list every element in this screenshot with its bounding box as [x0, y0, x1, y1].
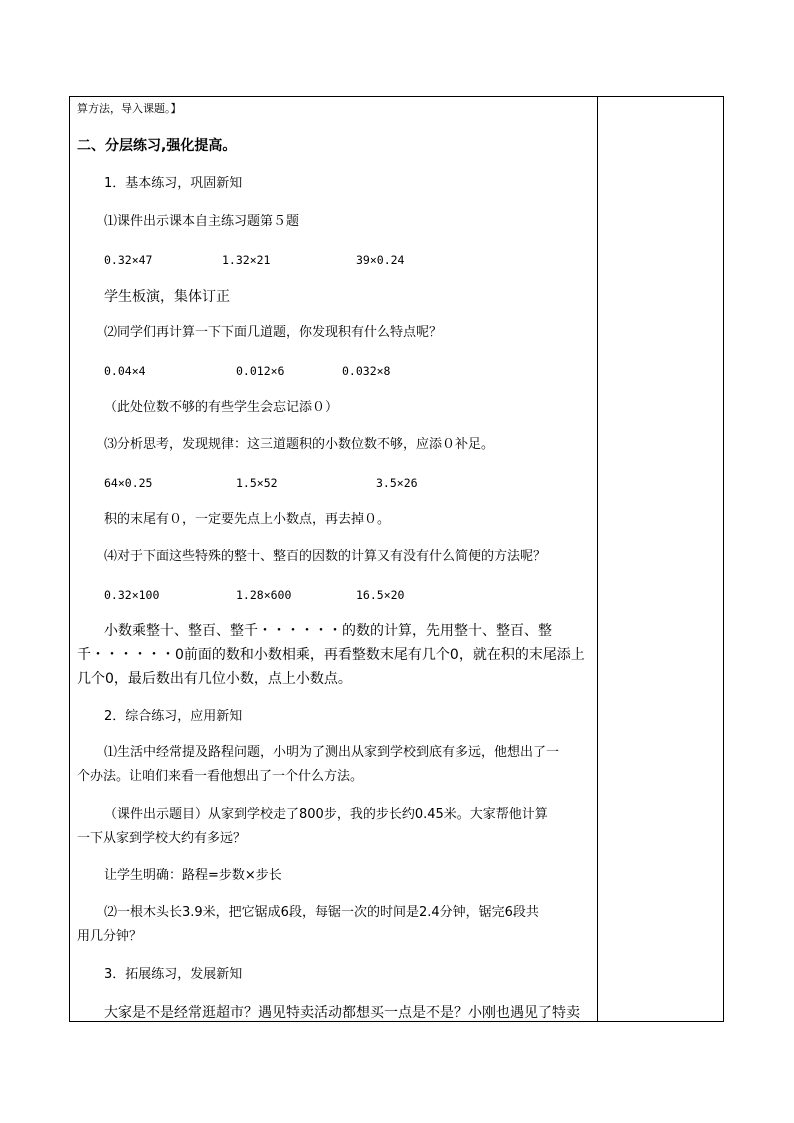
calc-item: 0.032×8: [342, 364, 391, 378]
calc-item: 0.04×4: [104, 364, 146, 378]
board-practice: 学生板演，集体订正: [104, 289, 230, 305]
paragraph-line: 大家是不是经常逛超市？遇见特卖活动都想买一点是不是？小刚也遇见了特卖: [104, 1005, 580, 1021]
calc-item: 0.32×47: [104, 253, 153, 267]
exercise-2: ⑵同学们再计算一下下面几道题，你发现积有什么特点呢？: [104, 325, 443, 340]
subsection-comprehensive: 2．综合练习，应用新知: [104, 709, 243, 724]
calc-item: 1.32×21: [222, 253, 271, 267]
paragraph-line: 一下从家到学校大约有多远？: [77, 831, 247, 846]
rule-line: 积的末尾有０，一定要先点上小数点，再去掉０。: [104, 512, 391, 527]
paragraph-line: ⑵一根木头长3.9米，把它锯成6段，每锯一次的时间是2.4分钟，锯完6段共: [104, 905, 539, 920]
subsection-extension: 3．拓展练习，发展新知: [104, 967, 243, 982]
note-line: （此处位数不够的有些学生会忘记添０）: [104, 400, 339, 415]
calc-item: 0.012×6: [236, 364, 285, 378]
calc-item: 39×0.24: [356, 253, 405, 267]
calc-item: 1.28×600: [236, 588, 292, 602]
paragraph-line: ⑴生活中经常提及路程问题，小明为了测出从家到学校到底有多远，他想出了一: [104, 745, 560, 760]
calc-item: 16.5×20: [356, 588, 405, 602]
lesson-table: [69, 96, 724, 1022]
calc-item: 1.5×52: [236, 476, 278, 490]
exercise-1: ⑴课件出示课本自主练习题第５题: [104, 214, 300, 229]
subsection-basic: 1．基本练习，巩固新知: [104, 176, 243, 191]
paragraph-line: 用几分钟？: [77, 929, 143, 944]
calc-item: 3.5×26: [376, 476, 418, 490]
exercise-3: ⑶分析思考，发现规律：这三道题积的小数位数不够，应添０补足。: [104, 437, 495, 452]
exercise-4: ⑷对于下面这些特殊的整十、整百的因数的计算又有没有什么简便的方法呢？: [104, 549, 547, 564]
calc-item: 64×0.25: [104, 476, 153, 490]
paragraph-line: 千・・・・・・0前面的数和小数相乘，再看整数末尾有几个0，就在积的末尾添上: [77, 647, 585, 663]
paragraph-line: 几个0，最后数出有几位小数，点上小数点。: [77, 671, 352, 687]
section-heading: 二、分层练习,强化提高。: [77, 138, 237, 154]
paragraph-line: （课件出示题目）从家到学校走了800步，我的步长约0.45米。大家帮他计算: [104, 807, 548, 822]
paragraph-line: 让学生明确：路程=步数×步长: [104, 868, 282, 883]
paragraph-line: 小数乘整十、整百、整千・・・・・・的数的计算，先用整十、整百、整: [104, 623, 552, 639]
notes-cell: [598, 97, 723, 1021]
paragraph-line: 个办法。让咱们来看一看他想出了一个什么方法。: [77, 769, 364, 784]
calc-item: 0.32×100: [104, 588, 160, 602]
intro-line: 算方法，导入课题。】: [77, 102, 182, 115]
lesson-content-cell: [70, 97, 597, 1021]
